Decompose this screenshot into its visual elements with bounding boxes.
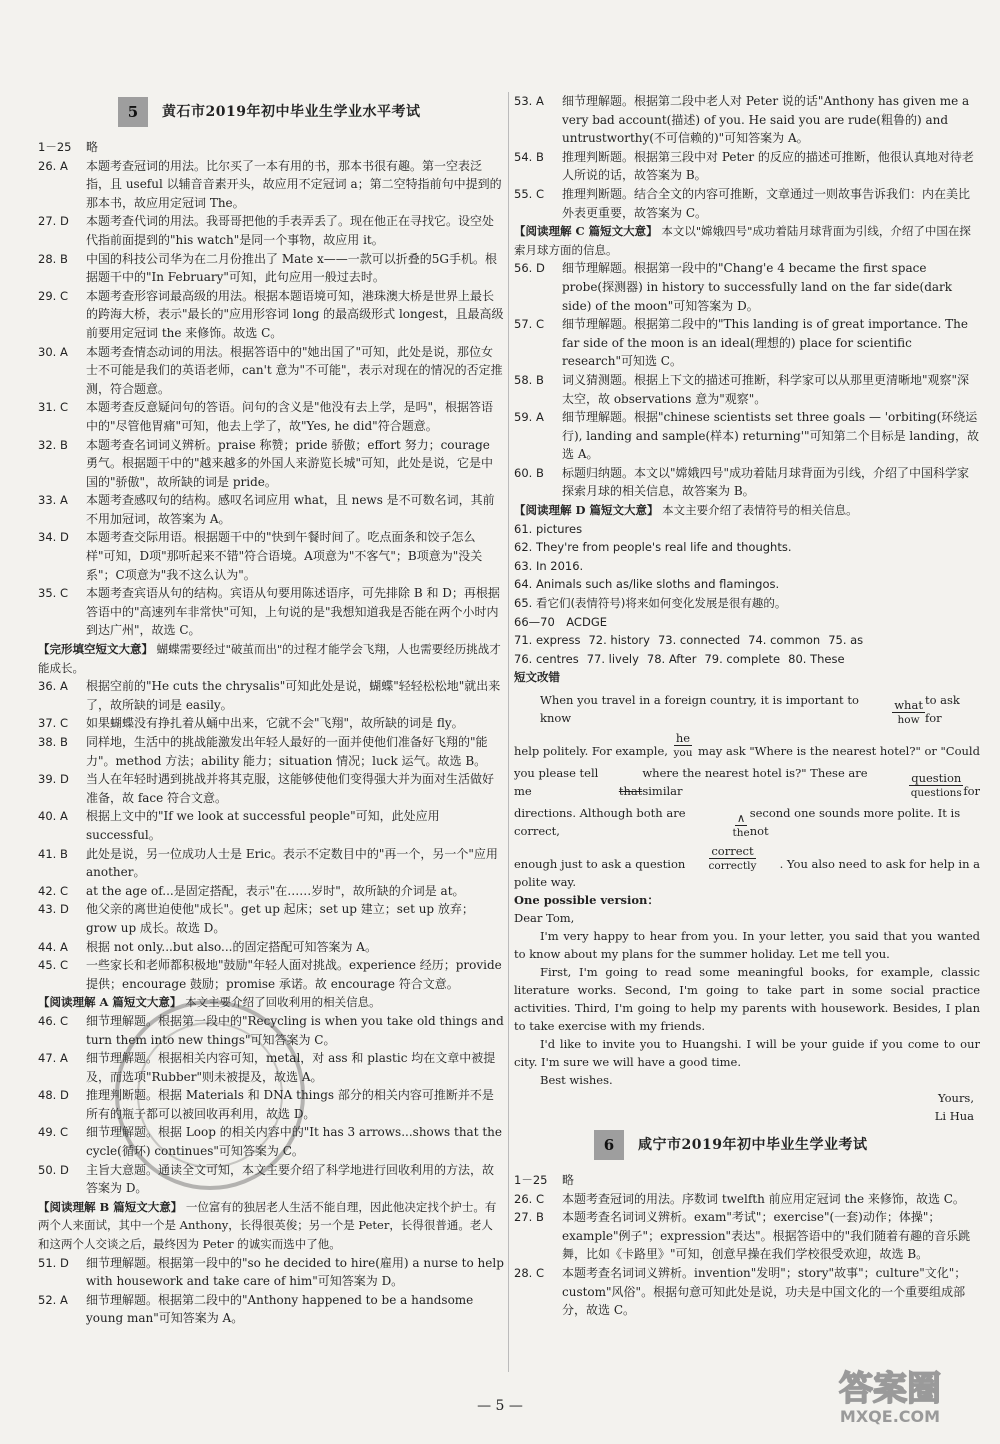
answer-explanation: 略 — [562, 1173, 575, 1187]
answer-explanation: 根据 not only...but also...的固定搭配可知答案为 A。 — [86, 939, 377, 954]
section-title: 咸宁市2019年初中毕业生学业考试 — [638, 1136, 868, 1153]
answer-explanation: 推理判断题。根据 Materials 和 DNA things 部分的相关内容可推断并不是所有的瓶子都可以被回收再利用，故选 D。 — [86, 1088, 494, 1121]
answer-number: 35. C — [38, 586, 68, 601]
correction-fix — [732, 811, 749, 840]
answer-explanation: 本题考查情态动词的用法。根据答语中的"她出国了"可知，此处是说，那位女士不可能是我们的英语老师，can't 意为"不可能"，表示对现在的情况的否定推测，符合题意。 — [86, 344, 503, 396]
answer-number: 56. D — [514, 261, 545, 276]
essay-paragraph: I'm very happy to hear from you. In your letter, you said that you wanted to know about my plans for the summer holiday. Let me tell you. — [514, 929, 980, 961]
answer-item — [38, 528, 504, 584]
watermark-logo — [805, 1358, 975, 1428]
answer-item — [38, 900, 504, 937]
answer-item — [38, 770, 504, 807]
reading-a-text: 本文主要介绍了回收利用的相关信息。 — [185, 995, 381, 1010]
answer-explanation: 细节理解题。根据相关内容可知，metal，对 ass 和 plastic 均在文章中被提及，而选项"Rubber"则未被提及，故选 A。 — [86, 1051, 496, 1084]
answer-item — [514, 315, 980, 371]
answer-item — [38, 287, 504, 343]
answer-item — [38, 882, 504, 901]
cloze-summary-text: 蝴蝶需要经过"破茧而出"的过程才能学会飞翔，人也需要经历挑战才能成长。 — [38, 642, 501, 675]
answer-item — [38, 138, 504, 157]
answer-explanation: 细节理解题。根据第二段中的"This landing is of great importance. The far side of the moon is an ideal(理想的) place for scientific research"可知选 C。 — [562, 317, 968, 369]
answer-item — [38, 398, 504, 435]
answer-explanation: 此处是说，另一位成功人士是 Eric。表示不定数目中的"再一个，另一个"应用 another。 — [86, 846, 498, 880]
answer-explanation: 本题考查交际用语。根据题干中的"快到午餐时间了。吃点面条和饺子怎么样"可知，D项"那听起来不错"符合语境。A项意为"不客气"；B项意为"没关系"；C项意为"我不这么认为"。 — [86, 530, 483, 582]
answer-number: 57. C — [514, 317, 544, 332]
correction-text: help politely. For example, — [514, 744, 668, 758]
answer-explanation: 本题考查感叹句的结构。感叹名词应用 what，且 news 是不可数名词，其前不用加冠词，故答案为 A。 — [86, 493, 495, 526]
answer-cell: 72. history — [588, 633, 650, 648]
answer-explanation: 如果蝴蝶没有挣扎着从蛹中出来，它就不会"飞翔"，故所缺的词是 fly。 — [86, 716, 464, 731]
section-header-5 — [38, 92, 504, 132]
answer-number: 28. C — [514, 1265, 544, 1280]
section-number: 6 — [594, 1130, 624, 1160]
answer-item — [38, 491, 504, 528]
answer-cell: 73. connected — [657, 633, 741, 648]
right-column — [514, 92, 980, 1320]
answer-row-71-75 — [514, 631, 980, 650]
answer-row-76-80 — [514, 650, 980, 669]
answer-line: 63. In 2016. — [514, 558, 584, 573]
answer-line: 61. pictures — [514, 521, 583, 536]
answer-explanation: 本题考查名词词义辨析。praise 称赞；pride 骄傲；effort 努力；courage 勇气。根据题干中的"越来越多的外国人来游览长城"可知，此处是说，它是中国的"骄傲"，故所缺的词是 pride。 — [86, 437, 494, 489]
essay-paragraph: Best wishes. — [540, 1073, 613, 1087]
section-header-6 — [514, 1125, 980, 1165]
reading-b-text: 一位富有的独居老人生活不能自理，因此他决定找个护士。有两个人来面试，其中一个是 Anthony，长得很英俊；另一个是 Peter，长得很普通。老人和这两个人交谈之后，最终因为 Peter 的诚实而选中了他。 — [38, 1199, 497, 1252]
answer-number: 38. B — [38, 735, 68, 749]
answer-number: 46. C — [38, 1013, 68, 1028]
answer-number: 42. C — [38, 883, 68, 898]
correction-line-1 — [514, 691, 980, 727]
answer-number: 59. A — [514, 410, 544, 425]
answer-explanation: 一些家长和老师都积极地"鼓励"年轻人面对挑战。experience 经历；provide 提供；encourage 鼓励；promise 承诺。故 encourage 符合文意。 — [86, 958, 502, 991]
answer-cell: 71. express — [514, 633, 581, 648]
answer-number: 52. A — [38, 1292, 68, 1307]
answer-list — [514, 1171, 980, 1320]
answer-number: 33. A — [38, 493, 68, 508]
answer-explanation: 根据空前的"He cuts the chrysalis"可知此处是说，蝴蝶"轻轻松松地"就出来了，故所缺的词是 easily。 — [86, 679, 501, 712]
answer-number: 58. B — [514, 372, 544, 387]
column-divider — [508, 92, 509, 1372]
answer-line: 66—70 ACDGE — [514, 614, 607, 629]
reading-d-summary — [514, 501, 980, 520]
answer-item — [38, 250, 504, 287]
wrong-word: he — [675, 731, 691, 745]
answer-cell: 78. After — [646, 651, 697, 666]
answer-explanation: 同样地，生活中的挑战能激发出年轻人最好的一面并使他们准备好飞翔的"能力"。method 方法；ability 能力；situation 情况；luck 运气。故选 B。 — [86, 735, 488, 768]
answer-number: 34. D — [38, 530, 69, 545]
answer-explanation: 细节理解题。根据第二段中老人对 Peter 说的话"Anthony has given me a very bad account(描述) of you. He said you are rude(粗鲁的) and untrustworthy(不可信赖的)"可知答案为 A。 — [562, 94, 970, 146]
answer-list — [38, 138, 504, 640]
reading-d-label: 【阅读理解 D 篇短文大意】 — [514, 503, 659, 518]
answer-number: 47. A — [38, 1051, 68, 1066]
answer-cell: 76. centres — [514, 651, 579, 666]
answer-number: 53. A — [514, 94, 544, 108]
essay-signature: Li Hua — [934, 1109, 974, 1123]
answer-item — [514, 1264, 980, 1320]
answer-number: 60. B — [514, 465, 544, 480]
answer-line: 64. Animals such as/like sloths and flamingos. — [514, 577, 780, 592]
essay-title: One possible version： — [514, 893, 659, 907]
logo-text: 答案圈 — [839, 1369, 941, 1409]
correction-line-6: polite way. — [514, 875, 577, 889]
wrong-word: question — [911, 771, 962, 785]
answer-explanation: 本题考查名词词义辨析。invention"发明"；story"故事"；culture"文化"；custom"风俗"。根据句意可知此处是说，功夫是中国文化的一个重要组成部分，故选 C。 — [562, 1265, 967, 1318]
essay-paragraph: I'd like to invite you to Huangshi. I will be your guide if you come to our city. I'm sure we will have a good time. — [514, 1037, 980, 1069]
correction-line-3 — [514, 764, 980, 800]
answer-explanation: 本题考查冠词的用法。比尔买了一本有用的书，那本书很有趣。第一空表泛指，且 useful 以辅音音素开头，故应用不定冠词 a；第二空特指前句中提到的那本书，故应用定冠词 The。 — [86, 158, 502, 210]
answer-explanation: 细节理解题。根据第一段中的"so he decided to hire(雇用) a nurse to help with housework and take care of him"可知答案为 D。 — [86, 1255, 504, 1289]
answer-number: 27. B — [514, 1210, 544, 1225]
replacement-word: the — [732, 827, 750, 839]
logo-url: MXQE.COM — [839, 1407, 941, 1426]
answer-number: 26. C — [514, 1191, 544, 1206]
correction-text: to ask for — [924, 693, 960, 725]
answer-item — [38, 714, 504, 733]
answer-item — [514, 259, 980, 315]
answer-item — [514, 408, 980, 464]
answer-cell: 79. complete — [704, 651, 781, 666]
answer-explanation: 本题考查宾语从句的结构。宾语从句要用陈述语序，可先排除 B 和 D；再根据答语中的"高速列车非常快"可知，上句说的是"我想知道我是否能在两个小时内到达广州"，故选 C。 — [86, 586, 500, 638]
essay-paragraph: First, I'm going to read some meaningful books, for example, classic literature works. Second, I'm going to take part in some social practice activities. Third, I'm going to help my parents with housework. Besides, I plan to take exercise with my friends. — [514, 965, 980, 1033]
correction-title: 短文改错 — [514, 670, 560, 685]
answer-explanation: 本题考查代词的用法。我哥哥把他的手表弄丢了。现在他正在寻找它。设空处代指前面提到的"his watch"是同一个事物，故应用 it。 — [86, 214, 495, 247]
answer-explanation: 本题考查形容词最高级的用法。根据本题语境可知，港珠澳大桥是世界上最长的跨海大桥，表示"最长的"应用形容词 long 的最高级形式 longest，且最高级前要用定冠词 the 来修饰。故选 C。 — [86, 288, 504, 340]
correction-text: you please tell me — [514, 766, 599, 798]
reading-c-label: 【阅读理解 C 篇短文大意】 — [514, 224, 658, 239]
answer-cell: 80. These — [788, 651, 845, 666]
answer-explanation: 根据上文中的"If we look at successful people"可知，此处应用 successful。 — [86, 809, 440, 842]
correction-text: . You also need to ask for help in a — [779, 857, 980, 871]
answer-item — [38, 584, 504, 640]
answer-number: 51. D — [38, 1255, 69, 1270]
answer-number: 26. A — [38, 158, 68, 173]
answer-number: 37. C — [38, 716, 68, 731]
answer-cell: 75. as — [828, 633, 864, 648]
reading-c-text: 本文以"嫦娥四号"成功着陆月球背面为引线，介绍了中国在探索月球方面的信息。 — [514, 224, 971, 257]
essay-closing: Yours, — [938, 1091, 974, 1105]
answer-explanation: 细节理解题。根据 Loop 的相关内容中的"It has 3 arrows...shows that the cycle(循环) continues"可知答案为 C。 — [86, 1125, 503, 1159]
insert-mark: ∧ — [736, 811, 746, 825]
model-essay — [514, 891, 980, 1125]
correction-text: may ask "Where is the nearest hotel?" or "Could — [698, 744, 980, 758]
answer-number: 54. B — [514, 149, 544, 164]
answer-explanation: 略 — [86, 140, 99, 154]
answer-list — [514, 92, 980, 222]
cloze-summary-label: 【完形填空短文大意】 — [38, 642, 153, 657]
answer-number: 36. A — [38, 679, 68, 694]
answer-item — [514, 464, 980, 501]
stamp-seal — [115, 1000, 305, 1190]
reading-c-summary — [514, 222, 980, 259]
answer-explanation: 推理判断题。根据第三段中对 Peter 的反应的描述可推断，他很认真地对待老人所说的话，故答案为 B。 — [562, 149, 974, 183]
deleted-word: that — [618, 784, 643, 798]
correction-text: enough just to ask a question — [514, 857, 686, 871]
answer-item — [38, 436, 504, 492]
replacement-word: you — [673, 747, 693, 759]
answer-item — [38, 845, 504, 882]
answer-number: 1－25 — [38, 140, 72, 154]
correction-text: second one sounds more polite. It is not — [749, 806, 961, 838]
answer-explanation: 细节理解题。根据第二段中的"Anthony happened to be a handsome young man"可知答案为 A。 — [86, 1292, 474, 1326]
reading-a-label: 【阅读理解 A 篇短文大意】 — [38, 995, 182, 1010]
answer-item — [38, 212, 504, 249]
answer-explanation: 推理判断题。结合全文的内容可推断，文章通过一则故事告诉我们：内在美比外表更重要，故答案为 C。 — [562, 186, 971, 220]
answer-number: 30. A — [38, 344, 68, 359]
answer-item — [38, 1291, 504, 1328]
answer-explanation: 本题考查反意疑问句的答语。问句的含义是"他没有去上学，是吗"，根据答语中的"尽管他胃痛"可知，他去上学了，故"Yes, he did"符合题意。 — [86, 400, 494, 433]
answer-number: 27. D — [38, 214, 69, 229]
answer-cell: 77. lively — [586, 651, 639, 666]
answer-number: 48. D — [38, 1088, 69, 1103]
cloze-summary — [38, 640, 504, 677]
page-number: — 5 — — [477, 1398, 523, 1414]
answer-item — [38, 733, 504, 770]
wrong-word: correct — [711, 844, 754, 858]
reading-b-summary — [38, 1198, 504, 1254]
answer-explanation: 中国的科技公司华为在二月份推出了 Mate x——一款可以折叠的5G手机。根据题干中的"In February"可知，此句应用一般过去时。 — [86, 251, 497, 285]
answer-explanation: 细节理解题。根据第一段中的"Chang'e 4 became the first space probe(探测器) in history to successfully land on the far side(dark side) of the moon"可知答案为 D。 — [562, 261, 953, 313]
section-title: 黄石市2019年初中毕业生学业水平考试 — [162, 103, 421, 120]
answer-number: 44. A — [38, 939, 68, 954]
error-correction — [514, 691, 980, 891]
answer-list — [514, 259, 980, 501]
answer-number: 29. C — [38, 288, 68, 303]
answer-item — [514, 185, 980, 222]
answer-list — [38, 677, 504, 993]
correction-text: where the nearest hotel is?" These are similar — [642, 766, 868, 798]
answer-explanation: 主旨大意题。通读全文可知，本文主要介绍了科学地进行回收利用的方法，故答案为 D。 — [86, 1162, 495, 1196]
answer-explanation: 他父亲的离世迫使他"成长"。get up 起床；set up 建立；set up 放弃；grow up 成长。故选 D。 — [86, 902, 474, 935]
correction-text: directions. Although both are correct, — [514, 806, 686, 838]
answer-line: 65. 看它们(表情符号)将来如何变化发展是很有趣的。 — [514, 596, 787, 611]
answer-cell: 74. common — [748, 633, 821, 648]
replacement-word: correctly — [708, 860, 757, 872]
correction-fix — [892, 698, 925, 727]
answer-explanation: 细节理解题。根据第一段中的"Recycling is when you take old things and turn them into new things"可知答案为 C。 — [86, 1013, 504, 1047]
answer-list — [38, 1254, 504, 1328]
answer-number: 32. B — [38, 437, 68, 452]
answer-item — [514, 1208, 980, 1264]
answer-number: 50. D — [38, 1162, 69, 1177]
answer-item — [514, 1171, 980, 1190]
answer-number: 39. D — [38, 772, 69, 787]
answer-explanation: 当人在年轻时遇到挑战并将其克服，这能够使他们变得强大并为面对生活做好准备，故 face 符合文意。 — [86, 772, 495, 805]
wrong-word: what — [894, 698, 923, 712]
answer-item — [38, 938, 504, 957]
answer-item — [38, 157, 504, 213]
answer-number: 1－25 — [514, 1173, 548, 1187]
correction-text: When you travel in a foreign country, it is important to know — [540, 693, 859, 725]
answer-number: 31. C — [38, 400, 68, 415]
answer-item — [514, 371, 980, 408]
answer-item — [514, 1190, 980, 1209]
answer-item — [38, 1254, 504, 1291]
answer-number: 55. C — [514, 186, 544, 201]
answer-number: 43. D — [38, 902, 69, 917]
correction-line-5 — [514, 844, 980, 873]
answer-item — [38, 677, 504, 714]
answer-line: 62. They're from people's real life and thoughts. — [514, 540, 792, 555]
correction-fix — [909, 771, 963, 800]
reading-b-label: 【阅读理解 B 篇短文大意】 — [38, 1199, 183, 1214]
answer-explanation: 本题考查名词词义辨析。exam"考试"；exercise"(一套)动作；体操"；example"例子"；expression"表达"。根据答语中的"我们随着有趣的音乐跳舞，比如《卡路里》"可知，创意早操在我们学校很受欢迎，故选 B。 — [562, 1210, 971, 1262]
section-number: 5 — [118, 97, 148, 127]
correction-line-4 — [514, 804, 980, 840]
answer-number: 45. C — [38, 958, 68, 973]
short-answers — [514, 520, 980, 669]
answer-number: 41. B — [38, 846, 68, 861]
answer-item — [38, 807, 504, 844]
correction-text: for — [963, 784, 980, 798]
answer-item — [514, 92, 980, 148]
answer-number: 49. C — [38, 1125, 68, 1140]
answer-explanation: 标题归纳题。本文以"嫦娥四号"成功着陆月球背面为引线，介绍了中国科学家探索月球的相关信息，故答案为 B。 — [562, 465, 970, 499]
correction-fix — [673, 731, 692, 760]
replacement-word: questions — [910, 787, 962, 799]
answer-explanation: 词义猜测题。根据上下文的描述可推断，科学家可以从那里更清晰地"观察"深太空，故 observations 意为"观察"。 — [562, 372, 970, 406]
answer-item — [514, 148, 980, 185]
replacement-word: how — [897, 714, 920, 726]
answer-explanation: 本题考查冠词的用法。序数词 twelfth 前应用定冠词 the 来修饰，故选 C。 — [562, 1191, 965, 1206]
answer-number: 40. A — [38, 809, 68, 824]
reading-a-summary — [38, 993, 504, 1012]
answer-number: 28. B — [38, 251, 68, 266]
answer-explanation: 细节理解题。根据"chinese scientists set three goals — 'orbiting(环绕运行), landing and sample(样本) returning'"可知第二个目标是 landing，故选 A。 — [562, 410, 980, 462]
essay-greeting: Dear Tom, — [514, 911, 575, 925]
correction-fix — [709, 844, 757, 873]
answer-item — [38, 956, 504, 993]
reading-d-text: 本文主要介绍了表情符号的相关信息。 — [662, 503, 858, 518]
answer-explanation: at the age of...是固定搭配，表示"在……岁时"，故所缺的介词是 at。 — [86, 883, 465, 898]
answer-item — [38, 343, 504, 399]
correction-line-2 — [514, 731, 980, 760]
